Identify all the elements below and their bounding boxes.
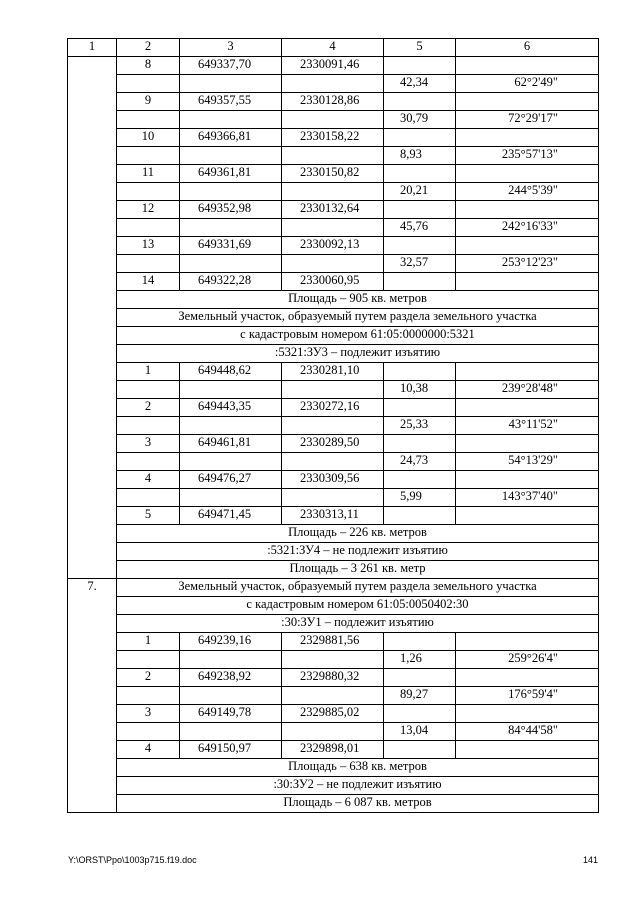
point-number: 11 xyxy=(117,165,180,183)
point-number: 2 xyxy=(117,399,180,417)
caption-row xyxy=(68,561,599,579)
caption-text: Площадь – 638 кв. метров xyxy=(117,759,599,777)
empty-cell xyxy=(456,363,599,381)
empty-cell xyxy=(282,453,384,471)
empty-cell xyxy=(117,75,180,93)
point-number: 14 xyxy=(117,273,180,291)
point-row xyxy=(68,435,599,453)
caption-text: :30:ЗУ2 – не подлежит изъятию xyxy=(117,777,599,795)
point-row xyxy=(68,669,599,687)
y-coordinate: 2330091,46 xyxy=(282,57,384,75)
measure-row xyxy=(68,111,599,129)
x-coordinate: 649471,45 xyxy=(180,507,282,525)
direction-angle: 259°26'4" xyxy=(456,651,599,669)
coordinates-table xyxy=(67,38,599,813)
point-row xyxy=(68,237,599,255)
y-coordinate: 2330150,82 xyxy=(282,165,384,183)
y-coordinate: 2330128,86 xyxy=(282,93,384,111)
distance: 13,04 xyxy=(384,723,456,741)
empty-cell xyxy=(384,201,456,219)
x-coordinate: 649461,81 xyxy=(180,435,282,453)
empty-cell xyxy=(180,111,282,129)
empty-cell xyxy=(384,669,456,687)
x-coordinate: 649361,81 xyxy=(180,165,282,183)
caption-text: Площадь – 6 087 кв. метров xyxy=(117,795,599,813)
y-coordinate: 2330158,22 xyxy=(282,129,384,147)
empty-cell xyxy=(282,255,384,273)
empty-cell xyxy=(180,417,282,435)
empty-cell xyxy=(117,381,180,399)
caption-text: Площадь – 905 кв. метров xyxy=(117,291,599,309)
empty-cell xyxy=(456,237,599,255)
header-cell: 1 xyxy=(68,39,117,57)
distance: 45,76 xyxy=(384,219,456,237)
empty-cell xyxy=(282,687,384,705)
empty-cell xyxy=(456,507,599,525)
point-row xyxy=(68,201,599,219)
distance: 30,79 xyxy=(384,111,456,129)
empty-cell xyxy=(117,255,180,273)
empty-cell xyxy=(180,651,282,669)
distance: 89,27 xyxy=(384,687,456,705)
empty-cell xyxy=(117,723,180,741)
x-coordinate: 649149,78 xyxy=(180,705,282,723)
empty-cell xyxy=(180,183,282,201)
point-number: 4 xyxy=(117,471,180,489)
caption-text: с кадастровым номером 61:05:0050402:30 xyxy=(117,597,599,615)
caption-row xyxy=(68,309,599,327)
empty-cell xyxy=(456,273,599,291)
empty-cell xyxy=(117,417,180,435)
point-row xyxy=(68,165,599,183)
empty-cell xyxy=(456,471,599,489)
point-row xyxy=(68,633,599,651)
direction-angle: 253°12'23" xyxy=(456,255,599,273)
point-row xyxy=(68,471,599,489)
empty-cell xyxy=(282,489,384,507)
empty-cell xyxy=(282,75,384,93)
empty-cell xyxy=(384,165,456,183)
header-cell: 3 xyxy=(180,39,282,57)
measure-row xyxy=(68,453,599,471)
caption-row xyxy=(68,597,599,615)
point-number: 12 xyxy=(117,201,180,219)
y-coordinate: 2329881,56 xyxy=(282,633,384,651)
page-number: 141 xyxy=(582,855,598,865)
caption-text: :5321:ЗУ3 – подлежит изъятию xyxy=(117,345,599,363)
caption-text: с кадастровым номером 61:05:0000000:5321 xyxy=(117,327,599,345)
caption-row xyxy=(68,777,599,795)
y-coordinate: 2330281,10 xyxy=(282,363,384,381)
measure-row xyxy=(68,75,599,93)
measure-row xyxy=(68,723,599,741)
caption-text: :5321:ЗУ4 – не подлежит изъятию xyxy=(117,543,599,561)
empty-cell xyxy=(117,183,180,201)
y-coordinate: 2330060,95 xyxy=(282,273,384,291)
point-row xyxy=(68,741,599,759)
empty-cell xyxy=(117,651,180,669)
empty-cell xyxy=(282,183,384,201)
point-row xyxy=(68,93,599,111)
empty-cell xyxy=(282,111,384,129)
x-coordinate: 649443,35 xyxy=(180,399,282,417)
empty-cell xyxy=(456,129,599,147)
direction-angle: 239°28'48" xyxy=(456,381,599,399)
direction-angle: 72°29'17" xyxy=(456,111,599,129)
x-coordinate: 649476,27 xyxy=(180,471,282,489)
empty-cell xyxy=(180,723,282,741)
direction-angle: 43°11'52" xyxy=(456,417,599,435)
caption-text: Площадь – 3 261 кв. метр xyxy=(117,561,599,579)
x-coordinate: 649448,62 xyxy=(180,363,282,381)
distance: 20,21 xyxy=(384,183,456,201)
empty-cell xyxy=(384,633,456,651)
y-coordinate: 2330272,16 xyxy=(282,399,384,417)
empty-cell xyxy=(384,705,456,723)
empty-cell xyxy=(180,75,282,93)
empty-cell xyxy=(117,453,180,471)
empty-cell xyxy=(456,435,599,453)
y-coordinate: 2330132,64 xyxy=(282,201,384,219)
caption-row xyxy=(68,525,599,543)
x-coordinate: 649331,69 xyxy=(180,237,282,255)
point-number: 9 xyxy=(117,93,180,111)
point-number: 2 xyxy=(117,669,180,687)
empty-cell xyxy=(180,147,282,165)
empty-cell xyxy=(117,687,180,705)
empty-cell xyxy=(180,453,282,471)
direction-angle: 235°57'13" xyxy=(456,147,599,165)
point-number: 3 xyxy=(117,705,180,723)
point-number: 13 xyxy=(117,237,180,255)
section-index: 7. xyxy=(68,579,117,813)
empty-cell xyxy=(384,129,456,147)
x-coordinate: 649366,81 xyxy=(180,129,282,147)
x-coordinate: 649238,92 xyxy=(180,669,282,687)
caption-text: :30:ЗУ1 – подлежит изъятию xyxy=(117,615,599,633)
empty-cell xyxy=(456,399,599,417)
distance: 1,26 xyxy=(384,651,456,669)
distance: 8,93 xyxy=(384,147,456,165)
empty-cell xyxy=(180,489,282,507)
direction-angle: 143°37'40" xyxy=(456,489,599,507)
y-coordinate: 2330313,11 xyxy=(282,507,384,525)
header-cell: 6 xyxy=(456,39,599,57)
point-row xyxy=(68,363,599,381)
empty-cell xyxy=(456,201,599,219)
distance: 32,57 xyxy=(384,255,456,273)
empty-cell xyxy=(456,633,599,651)
caption-row xyxy=(68,615,599,633)
point-row xyxy=(68,507,599,525)
empty-cell xyxy=(282,417,384,435)
measure-row xyxy=(68,219,599,237)
point-row xyxy=(68,57,599,75)
measure-row xyxy=(68,147,599,165)
empty-cell xyxy=(282,723,384,741)
caption-row xyxy=(68,795,599,813)
header-cell: 5 xyxy=(384,39,456,57)
empty-cell xyxy=(180,255,282,273)
empty-cell xyxy=(384,57,456,75)
y-coordinate: 2330309,56 xyxy=(282,471,384,489)
point-row xyxy=(68,399,599,417)
caption-row xyxy=(68,579,599,597)
empty-cell xyxy=(117,111,180,129)
measure-row xyxy=(68,489,599,507)
point-number: 10 xyxy=(117,129,180,147)
empty-cell xyxy=(180,381,282,399)
point-number: 4 xyxy=(117,741,180,759)
point-number: 8 xyxy=(117,57,180,75)
caption-text: Площадь – 226 кв. метров xyxy=(117,525,599,543)
caption-text: Земельный участок, образуемый путем раздела земельного участка xyxy=(117,309,599,327)
caption-row xyxy=(68,759,599,777)
file-path: Y:\ORST\Ppo\1003p715.f19.doc xyxy=(68,855,197,865)
empty-cell xyxy=(384,237,456,255)
empty-cell xyxy=(117,489,180,507)
distance: 42,34 xyxy=(384,75,456,93)
empty-cell xyxy=(180,219,282,237)
empty-cell xyxy=(456,705,599,723)
header-row xyxy=(68,39,599,57)
empty-cell xyxy=(282,381,384,399)
x-coordinate: 649322,28 xyxy=(180,273,282,291)
empty-cell xyxy=(456,669,599,687)
empty-cell xyxy=(180,687,282,705)
x-coordinate: 649337,70 xyxy=(180,57,282,75)
caption-row xyxy=(68,345,599,363)
distance: 24,73 xyxy=(384,453,456,471)
header-cell: 4 xyxy=(282,39,384,57)
caption-row xyxy=(68,291,599,309)
measure-row xyxy=(68,417,599,435)
x-coordinate: 649357,55 xyxy=(180,93,282,111)
measure-row xyxy=(68,651,599,669)
distance: 25,33 xyxy=(384,417,456,435)
empty-cell xyxy=(384,363,456,381)
empty-cell xyxy=(117,147,180,165)
y-coordinate: 2329880,32 xyxy=(282,669,384,687)
section-index xyxy=(68,57,117,579)
point-row xyxy=(68,129,599,147)
caption-row xyxy=(68,327,599,345)
distance: 5,99 xyxy=(384,489,456,507)
x-coordinate: 649150,97 xyxy=(180,741,282,759)
empty-cell xyxy=(384,471,456,489)
direction-angle: 244°5'39" xyxy=(456,183,599,201)
measure-row xyxy=(68,381,599,399)
y-coordinate: 2329898,01 xyxy=(282,741,384,759)
empty-cell xyxy=(117,219,180,237)
point-number: 1 xyxy=(117,363,180,381)
measure-row xyxy=(68,255,599,273)
empty-cell xyxy=(384,93,456,111)
y-coordinate: 2329885,02 xyxy=(282,705,384,723)
direction-angle: 54°13'29" xyxy=(456,453,599,471)
empty-cell xyxy=(384,507,456,525)
caption-row xyxy=(68,543,599,561)
point-number: 1 xyxy=(117,633,180,651)
x-coordinate: 649352,98 xyxy=(180,201,282,219)
empty-cell xyxy=(282,219,384,237)
empty-cell xyxy=(456,741,599,759)
measure-row xyxy=(68,183,599,201)
empty-cell xyxy=(384,435,456,453)
empty-cell xyxy=(456,93,599,111)
point-row xyxy=(68,705,599,723)
empty-cell xyxy=(456,165,599,183)
y-coordinate: 2330092,13 xyxy=(282,237,384,255)
empty-cell xyxy=(384,399,456,417)
distance: 10,38 xyxy=(384,381,456,399)
y-coordinate: 2330289,50 xyxy=(282,435,384,453)
empty-cell xyxy=(282,147,384,165)
direction-angle: 84°44'58" xyxy=(456,723,599,741)
header-cell: 2 xyxy=(117,39,180,57)
empty-cell xyxy=(384,273,456,291)
direction-angle: 176°59'4" xyxy=(456,687,599,705)
caption-text: Земельный участок, образуемый путем раздела земельного участка xyxy=(117,579,599,597)
point-number: 5 xyxy=(117,507,180,525)
measure-row xyxy=(68,687,599,705)
empty-cell xyxy=(384,741,456,759)
empty-cell xyxy=(456,57,599,75)
x-coordinate: 649239,16 xyxy=(180,633,282,651)
point-number: 3 xyxy=(117,435,180,453)
empty-cell xyxy=(282,651,384,669)
direction-angle: 242°16'33" xyxy=(456,219,599,237)
direction-angle: 62°2'49" xyxy=(456,75,599,93)
point-row xyxy=(68,273,599,291)
